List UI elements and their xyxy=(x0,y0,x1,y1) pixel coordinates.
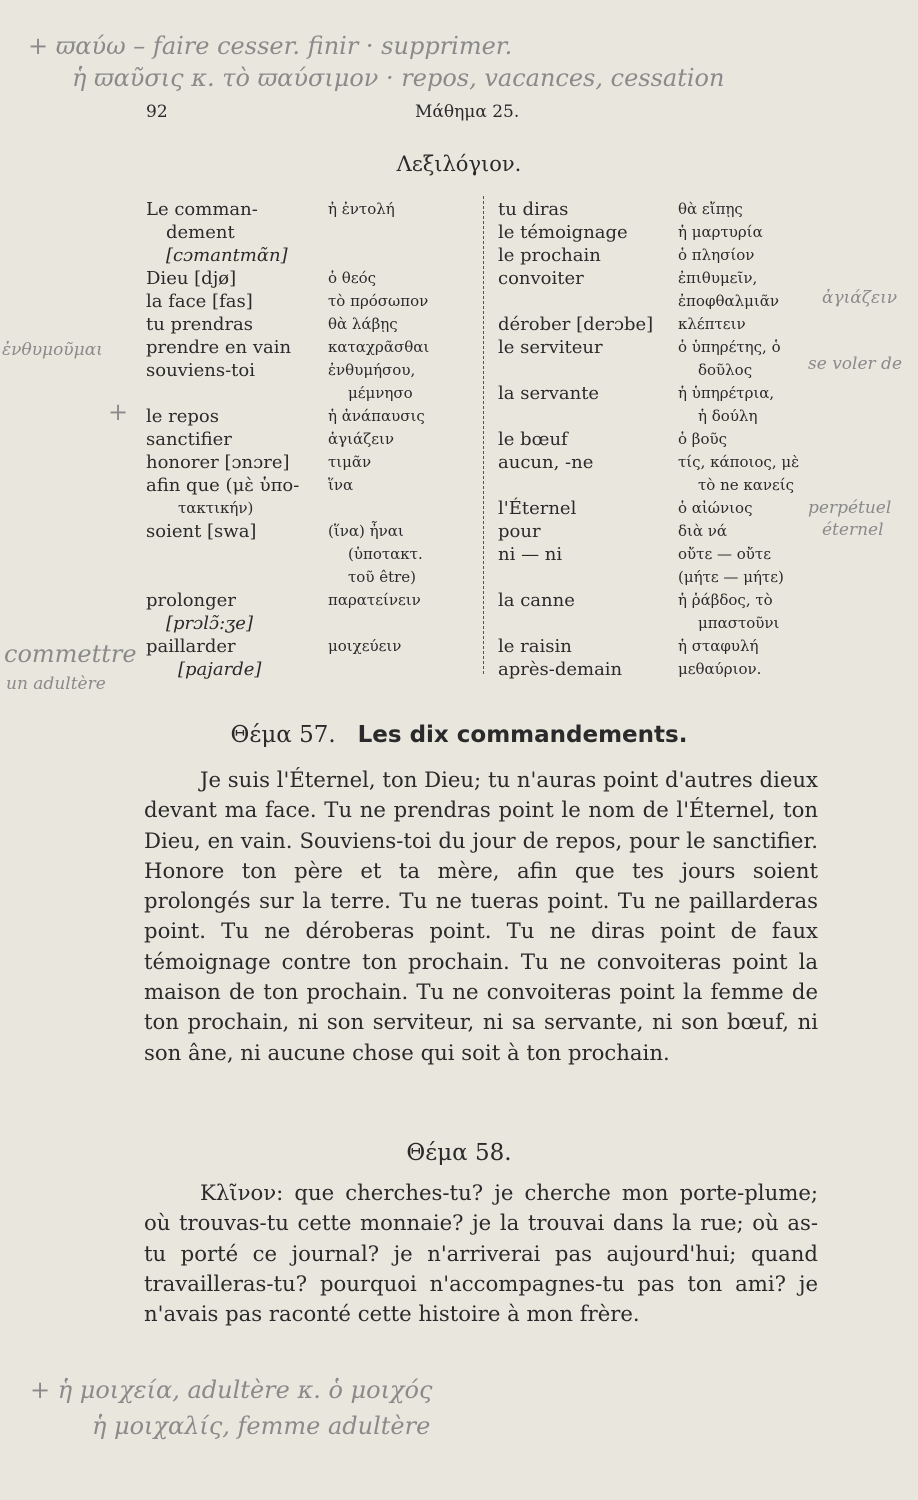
vocab-row xyxy=(498,290,799,313)
vocab-row xyxy=(146,221,429,244)
vocab-french: le repos xyxy=(146,406,219,427)
vocab-row xyxy=(498,336,799,359)
vocab-greek: ἐπιθυμεῖν, xyxy=(678,269,758,287)
vocab-greek: καταχρᾶσθαι xyxy=(328,338,430,356)
vocab-greek: (μήτε — μήτε) xyxy=(678,568,784,586)
vocab-greek: θὰ εἴπῃς xyxy=(678,200,743,218)
vocab-row xyxy=(498,451,799,474)
vocab-row xyxy=(146,612,429,635)
vocab-french xyxy=(146,543,328,566)
vocab-greek: μέμνησο xyxy=(348,384,413,402)
vocab-greek: τοῦ être) xyxy=(348,568,417,586)
vocab-row xyxy=(498,405,799,428)
vocab-row xyxy=(146,290,429,313)
vocab-greek: ὁ θεός xyxy=(328,269,377,287)
vocab-greek: δοῦλος xyxy=(698,361,753,379)
vocab-row xyxy=(498,635,799,658)
vocab-row xyxy=(146,451,429,474)
vocab-row xyxy=(498,589,799,612)
vocab-row xyxy=(146,405,429,428)
vocab-french: souviens-toi xyxy=(146,360,255,381)
vocab-greek: τίς, κάποιος, μὲ xyxy=(678,453,800,471)
vocab-greek: ἁγιάζειν xyxy=(328,430,395,448)
vocab-french xyxy=(146,382,328,405)
vocab-french: le prochain xyxy=(498,245,601,266)
vocab-row xyxy=(498,566,799,589)
vocab-row xyxy=(146,198,429,221)
handwritten-margin-right-2: se voler de xyxy=(808,354,902,374)
vocab-row xyxy=(498,543,799,566)
vocab-french: tu prendras xyxy=(146,314,254,335)
vocab-french: aucun, -ne xyxy=(498,452,594,473)
vocab-row xyxy=(498,520,799,543)
vocab-greek: ἐνθυμήσου, xyxy=(328,361,416,379)
vocab-french: prendre en vain xyxy=(146,337,292,358)
handwritten-margin-left-1: ἐνθυμοῦμαι xyxy=(2,340,103,360)
vocab-french: convoiter xyxy=(498,268,584,289)
handwritten-margin-left-3: commettre xyxy=(4,640,137,668)
vocab-row xyxy=(146,589,429,612)
vocab-greek: ἡ ἐντολή xyxy=(328,200,395,218)
vocab-greek: κλέπτειν xyxy=(678,315,746,333)
theme-58-text: Κλῖνον: que cherches-tu? je cherche mon porte-plume; où trouvas-tu cette monnaie? je la trouvai dans la rue; où as-tu porté ce journal? je n'arriverai pas aujourd'hui; quand travailleras-tu? pourquoi n'accompagnes-tu pas ton ami? je n'avais pas raconté cette histoire à mon frère. xyxy=(144,1180,818,1327)
vocab-french: pour xyxy=(498,521,541,542)
vocab-french xyxy=(498,566,678,589)
vocabulary-title: Λεξιλόγιον. xyxy=(396,152,522,176)
vocab-french: soient [swa] xyxy=(146,521,257,542)
handwritten-margin-left-4: un adultère xyxy=(6,674,106,694)
vocab-row xyxy=(498,474,799,497)
vocab-greek: ἐποφθαλμιᾶν xyxy=(678,292,779,310)
vocab-french: τακτικήν) xyxy=(178,499,254,517)
vocab-row xyxy=(146,382,429,405)
vocab-row xyxy=(146,336,429,359)
handwritten-margin-right-1: ἀγιάζειν xyxy=(822,288,898,308)
vocab-row xyxy=(498,244,799,267)
vocab-row xyxy=(146,313,429,336)
vocab-row xyxy=(146,520,429,543)
vocab-french: paillarder xyxy=(146,636,236,657)
vocab-french: dérober [derɔbe] xyxy=(498,314,654,335)
vocab-french xyxy=(498,290,678,313)
vocabulary-right-column xyxy=(498,198,799,681)
vocab-french: la face [fas] xyxy=(146,291,253,312)
vocab-french xyxy=(146,566,328,589)
vocab-row xyxy=(146,543,429,566)
vocab-row xyxy=(498,428,799,451)
vocab-row xyxy=(498,198,799,221)
vocab-greek: (ἵνα) ἦναι xyxy=(328,522,404,540)
vocab-french: après-demain xyxy=(498,659,623,680)
vocab-french xyxy=(498,612,678,635)
vocab-french xyxy=(498,405,678,428)
vocab-greek: ἡ ἀνάπαυσις xyxy=(328,407,425,425)
vocab-french: l'Éternel xyxy=(498,498,577,519)
handwritten-note-bottom-1: + ἡ μοιχεία, adultère κ. ὁ μοιχός xyxy=(30,1376,433,1404)
vocab-row xyxy=(498,267,799,290)
vocab-greek: (ὑποτακτ. xyxy=(348,545,423,563)
vocab-greek: ὁ ὑπηρέτης, ὁ xyxy=(678,338,781,356)
vocab-french: le bœuf xyxy=(498,429,568,450)
vocab-greek: ὁ αἰώνιος xyxy=(678,499,753,517)
vocab-row xyxy=(146,566,429,589)
theme-58-number: Θέμα 58. xyxy=(406,1140,512,1166)
handwritten-note-top-1: + ϖαύω – faire cesser. finir · supprimer. xyxy=(28,32,513,60)
theme-58-heading xyxy=(0,1140,918,1166)
vocab-greek: τὸ ne κανείς xyxy=(698,476,795,494)
vocab-french: afin que (μὲ ὑπο- xyxy=(146,475,300,496)
vocab-row xyxy=(146,428,429,451)
vocab-greek: ἡ μαρτυρία xyxy=(678,223,763,241)
vocab-greek: ἵνα xyxy=(328,476,354,494)
vocab-greek: ὁ βοῦς xyxy=(678,430,728,448)
vocab-row xyxy=(146,497,429,520)
theme-57-title: Les dix commandements. xyxy=(357,722,688,748)
vocab-french: tu diras xyxy=(498,199,569,220)
vocab-greek: τιμᾶν xyxy=(328,453,372,471)
handwritten-margin-left-2: + xyxy=(108,398,129,426)
vocab-french: prolonger xyxy=(146,590,236,611)
vocab-french: Le comman- xyxy=(146,199,258,220)
vocab-greek: μοιχεύειν xyxy=(328,637,402,655)
vocab-pronunciation: [cɔmantmɑ̃n] xyxy=(166,245,288,266)
vocab-greek: ἡ σταφυλή xyxy=(678,637,759,655)
vocab-greek: ἡ ῥάβδος, τὸ xyxy=(678,591,773,609)
vocab-french xyxy=(498,474,678,497)
vocab-row xyxy=(146,244,429,267)
vocab-french: Dieu [djø] xyxy=(146,268,237,289)
handwritten-note-bottom-2: ἡ μοιχαλίς, femme adultère xyxy=(92,1412,431,1440)
vocab-row xyxy=(146,359,429,382)
vocab-row xyxy=(146,658,429,681)
vocab-row xyxy=(498,497,799,520)
vocab-greek: ἡ ὑπηρέτρια, xyxy=(678,384,775,402)
running-head: Μάθημα 25. xyxy=(415,102,520,122)
theme-57-heading xyxy=(0,722,918,748)
vocab-greek: οὔτε — οὔτε xyxy=(678,545,771,563)
vocab-greek: ὁ πλησίον xyxy=(678,246,755,264)
theme-57-number: Θέμα 57. xyxy=(230,722,336,748)
vocab-greek: μπαστοῦνι xyxy=(698,614,780,632)
page-number: 92 xyxy=(146,102,168,122)
vocab-french: ni — ni xyxy=(498,544,563,565)
vocab-row xyxy=(146,635,429,658)
vocab-french: la canne xyxy=(498,590,575,611)
vocab-pronunciation: [pajarde] xyxy=(178,659,262,680)
vocab-row xyxy=(146,474,429,497)
vocab-french xyxy=(498,359,678,382)
vocab-row xyxy=(498,221,799,244)
vocab-greek: διὰ νά xyxy=(678,522,728,540)
vocab-french: le témoignage xyxy=(498,222,628,243)
column-divider xyxy=(483,196,484,674)
vocab-french: honorer [ɔnɔre] xyxy=(146,452,290,473)
vocab-french: la servante xyxy=(498,383,600,404)
vocabulary-left-column xyxy=(146,198,429,681)
vocab-row xyxy=(498,612,799,635)
handwritten-margin-right-3: perpétuel xyxy=(808,498,892,518)
handwritten-note-top-2: ἡ ϖαῦσις κ. τὸ ϖαύσιμον · repos, vacances, cessation xyxy=(72,64,725,92)
vocab-row xyxy=(498,658,799,681)
vocab-greek: μεθαύριον. xyxy=(678,660,762,678)
handwritten-margin-right-4: éternel xyxy=(822,520,884,540)
theme-57-text: Je suis l'Éternel, ton Dieu; tu n'auras point d'autres dieux devant ma face. Tu ne prendras point le nom de l'Éternel, ton Dieu, en vain. Souviens-toi du jour de repos, pour le sanctifier. Honore ton père et ta mère, afin que tes jours soient prolongés sur la terre. Tu ne tueras point. Tu ne paillarderas point. Tu ne déroberas point. Tu ne diras point de faux témoignage contre ton prochain. Tu ne convoiteras point la maison de ton prochain. Tu ne convoiteras point la femme de ton prochain, ni son serviteur, ni sa servante, ni son bœuf, ni son âne, ni aucune chose qui soit à ton prochain. xyxy=(144,767,818,1065)
vocab-french: dement xyxy=(166,222,235,243)
vocab-french: sanctifier xyxy=(146,429,232,450)
vocab-greek: τὸ πρόσωπον xyxy=(328,292,429,310)
vocab-row xyxy=(498,313,799,336)
vocab-french: le serviteur xyxy=(498,337,603,358)
vocab-row xyxy=(498,359,799,382)
vocab-greek: παρατείνειν xyxy=(328,591,421,609)
vocab-greek: ἡ δούλη xyxy=(698,407,758,425)
vocab-row xyxy=(146,267,429,290)
vocab-row xyxy=(498,382,799,405)
vocab-french: le raisin xyxy=(498,636,572,657)
vocab-greek: θὰ λάβῃς xyxy=(328,315,398,333)
vocab-pronunciation: [prɔlɔ̃:ʒe] xyxy=(166,613,253,634)
